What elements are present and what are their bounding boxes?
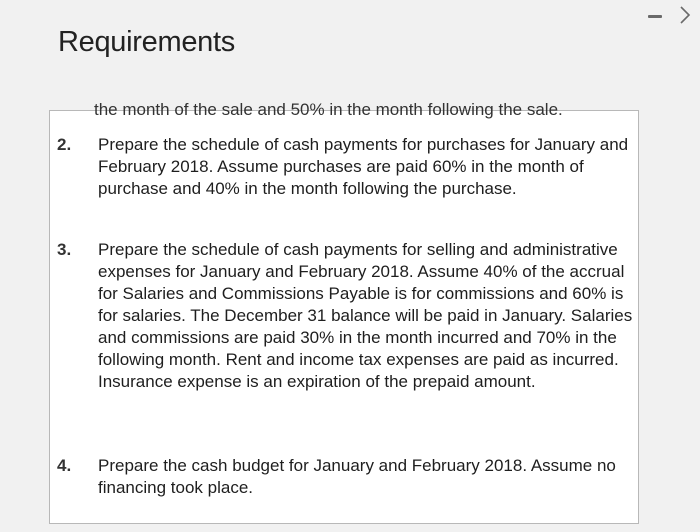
requirement-text: Prepare the cash budget for January and February 2018. Assume no financing took place. bbox=[98, 456, 616, 497]
cutoff-text: the month of the sale and 50% in the month following the sale. bbox=[94, 100, 563, 119]
requirement-text: Prepare the schedule of cash payments for purchases for January and February 2018. Assume purchases are paid 60% in the month of purchase and 40% in the month following the purchase. bbox=[98, 135, 629, 198]
requirement-number: 2. bbox=[57, 135, 72, 154]
window-controls bbox=[648, 6, 690, 24]
minimize-icon[interactable] bbox=[648, 15, 662, 18]
page-title: Requirements bbox=[58, 26, 235, 58]
requirements-panel[interactable] bbox=[49, 100, 639, 524]
requirement-number: 3. bbox=[57, 240, 72, 259]
chevron-right-icon[interactable] bbox=[680, 6, 690, 24]
requirement-number: 4. bbox=[57, 456, 72, 475]
requirement-text: Prepare the schedule of cash payments for selling and administrative expenses for January and February 2018. Assume 40% of the accrual for Salaries and Commissions Payable is for commissions and 60% is for salaries. The December 31 balance will be paid in January. Salaries and commissions are paid 30% in the month incurred and 70% in the following month. Rent and income tax expenses are paid as incurred. Insurance expense is an expiration of the prepaid amount. bbox=[98, 240, 633, 391]
